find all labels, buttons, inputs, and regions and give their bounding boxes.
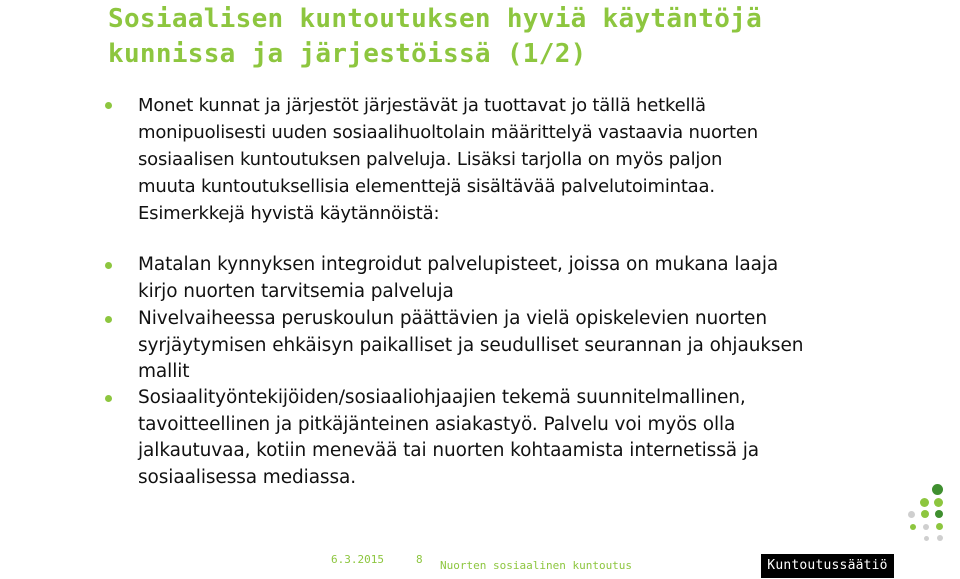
list-item-line: syrjäytymisen ehkäisyn paikalliset ja seudulliset seurannan ja ohjauksen: [138, 334, 804, 356]
intro-line: muuta kuntoutuksellisia elementtejä sisältävää palvelutoimintaa.: [138, 176, 715, 197]
logo-dot: [920, 498, 929, 507]
logo-dot: [934, 498, 943, 507]
logo-dot: [924, 536, 929, 541]
logo-dot: [937, 535, 943, 541]
slide-title-line: kunnissa ja järjestöissä (1/2): [108, 39, 587, 69]
footer-organization: Kuntoutussäätiö: [761, 554, 894, 578]
slide-title-line: Sosiaalisen kuntoutuksen hyviä käytäntöjä: [108, 4, 763, 34]
logo-dot: [921, 510, 929, 518]
list-item-text: [138, 252, 898, 305]
intro-line: monipuolisesti uuden sosiaalihuoltolain määrittelyä vastaavia nuorten: [138, 122, 758, 143]
list-item-line: Matalan kynnyksen integroidut palvelupisteet, joissa on mukana laaja: [138, 254, 779, 275]
logo-dot: [923, 524, 929, 530]
footer-date: 6.3.2015: [331, 553, 384, 566]
intro-line: Monet kunnat ja järjestöt järjestävät ja tuottavat jo tällä hetkellä: [138, 95, 706, 116]
bullet-dot-icon: [105, 395, 112, 402]
logo-dot: [910, 524, 916, 530]
bullet-dot-icon: [105, 102, 112, 109]
intro-line: sosiaalisen kuntoutuksen palveluja. Lisäksi tarjolla on myös paljon: [138, 149, 723, 170]
list-item-line: kirjo nuorten tarvitsemia palveluja: [138, 280, 454, 302]
logo-dot: [932, 484, 943, 495]
bullet-dot-icon: [105, 262, 112, 269]
dot-pattern-logo-icon: [890, 478, 950, 558]
list-item-line: jalkautuvaa, kotiin menevää tai nuorten kohtaamista internetissä ja: [138, 440, 760, 461]
slide-title: [108, 2, 948, 72]
logo-dot: [935, 510, 943, 518]
intro-line: Esimerkkejä hyvistä käytännöistä:: [138, 203, 440, 224]
list-item-line: Nivelvaiheessa peruskoulun päättävien ja vielä opiskelevien nuorten: [138, 308, 767, 329]
bullet-dot-icon: [105, 316, 112, 323]
list-item-line: tavoitteellinen ja pitkäjänteinen asiakastyö. Palvelu voi myös olla: [138, 413, 736, 435]
logo-dot: [908, 511, 915, 518]
list-item-line: Sosiaalityöntekijöiden/sosiaaliohjaajien tekemä suunnitelmallinen,: [138, 387, 746, 408]
intro-text: [138, 92, 898, 227]
list-item-line: sosiaalisessa mediassa.: [138, 466, 357, 488]
footer-topic: Nuorten sosiaalinen kuntoutus: [440, 559, 633, 572]
logo-dot: [936, 523, 943, 530]
list-item-line: mallit: [138, 361, 190, 382]
list-item-text: [138, 306, 898, 386]
list-item-text: [138, 385, 898, 491]
footer-page-number: 8: [416, 553, 423, 566]
